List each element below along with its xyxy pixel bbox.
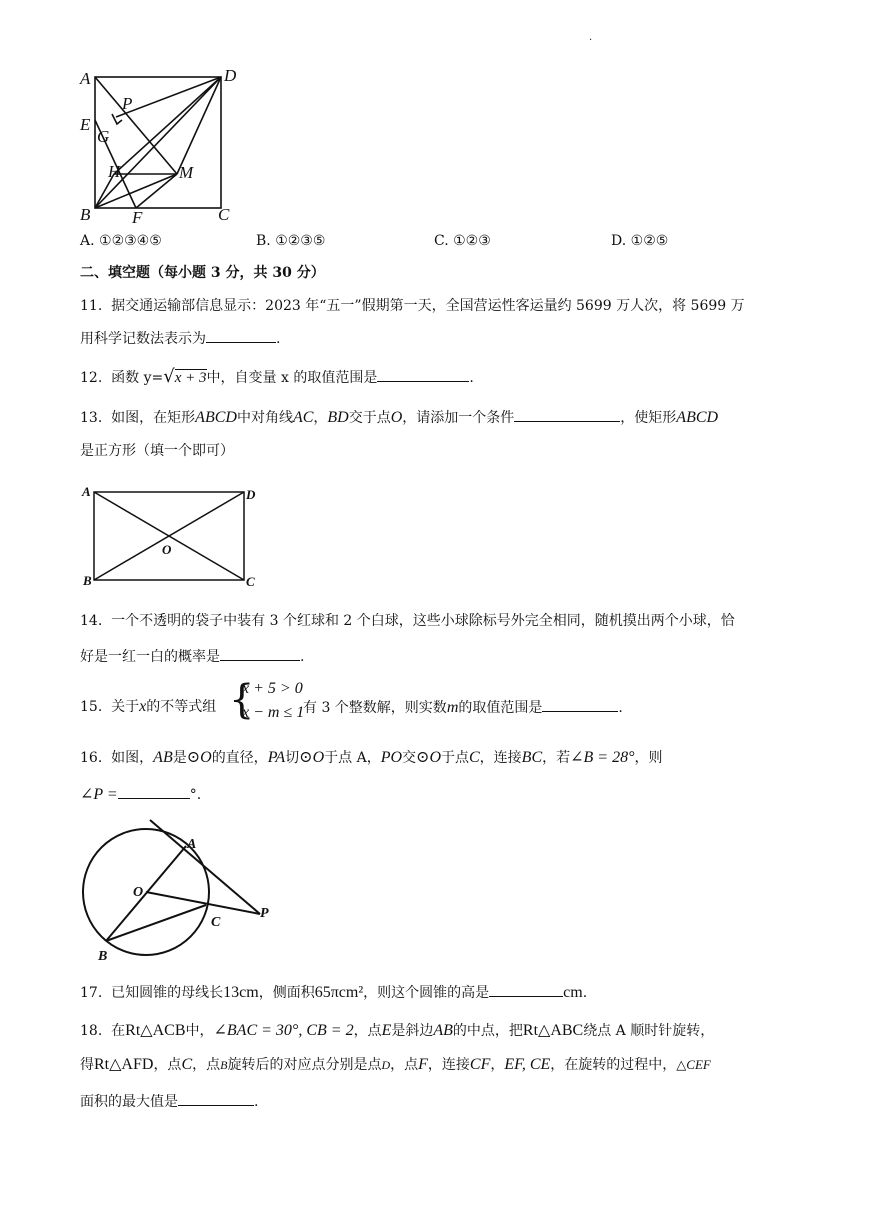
q11-answer-blank[interactable] — [206, 328, 276, 343]
q14-line2 — [80, 646, 304, 667]
label-a: A — [187, 837, 197, 852]
q16-t6: 于点 — [441, 750, 469, 766]
line-dh — [114, 77, 221, 174]
q16-t9: ，则 — [634, 750, 663, 766]
inequality-brace: { — [229, 677, 255, 723]
q18-line2 — [80, 1055, 711, 1075]
q16-t3: 切 — [285, 750, 300, 766]
q16-po: PO — [380, 749, 403, 766]
label-c: C — [246, 574, 255, 589]
q18-rt-abc: Rt△ABC — [522, 1022, 584, 1039]
q15-answer-blank[interactable] — [542, 697, 618, 712]
q14-text-2: 好是一红一白的概率是 — [80, 649, 220, 665]
q16-number: 16. — [80, 750, 103, 766]
q16-pa: PA — [267, 749, 286, 766]
q14-number: 14. — [80, 613, 103, 629]
q16-t0: 如图， — [111, 750, 154, 766]
q17-t3: ，则这个圆锥的高是 — [363, 985, 490, 1001]
label-p: P — [122, 94, 133, 113]
line-am — [95, 77, 177, 174]
q18-t14: ，在旋转的过程中， — [550, 1057, 677, 1073]
option-c-key: C. — [434, 233, 449, 249]
figure-rectangle-abcd — [78, 482, 264, 590]
option-c-text: ①②③ — [453, 233, 491, 249]
q18-t8: ，点 — [153, 1057, 182, 1073]
q15-m: m — [446, 699, 459, 716]
q12-line — [80, 367, 474, 388]
q16-line2 — [80, 784, 201, 805]
q16-t4: 于点 A， — [324, 750, 381, 766]
q18-c: C — [181, 1056, 193, 1073]
q13-comma: ， — [313, 410, 328, 426]
q16-t1: 是 — [172, 750, 187, 766]
q14-line1 — [80, 611, 735, 631]
q11-text: 据交通运输部信息显示：2023 年“五一”假期第一天，全国营运性客运量约 5699 万人次，将 5699 万 — [111, 298, 745, 314]
figure-square-abcd — [76, 62, 246, 230]
q13-answer-blank[interactable] — [514, 407, 620, 422]
q17-unit: cm — [563, 984, 583, 1001]
q16-line1 — [80, 748, 663, 768]
q18-t13: ， — [490, 1057, 505, 1073]
q16-t7: ，连接 — [479, 750, 522, 766]
option-a-key: A. — [80, 233, 95, 249]
q13-text-d: ，请添加一个条件 — [402, 410, 515, 426]
inequality-2: x − m ≤ 1 — [242, 704, 305, 721]
q18-condition: ∠BAC = 30°, CB = 2 — [213, 1022, 354, 1039]
q18-end: . — [254, 1094, 259, 1110]
label-o: O — [162, 542, 172, 557]
q16-c: C — [469, 749, 480, 766]
q16-bc: BC — [521, 749, 543, 766]
q18-t12: ，连接 — [427, 1057, 470, 1073]
q16-t5: 交 — [402, 750, 417, 766]
q17-answer-blank[interactable] — [489, 982, 563, 997]
q16-angle-p: ∠P = — [80, 786, 118, 803]
q18-t15: 面积的最大值是 — [80, 1094, 178, 1110]
q17-line — [80, 982, 587, 1003]
q16-t8: ，若 — [542, 750, 571, 766]
q14-end: . — [300, 649, 305, 665]
q13-line1 — [80, 407, 718, 428]
q16-t2: 的直径， — [211, 750, 268, 766]
q18-t1: 在 — [111, 1023, 126, 1039]
figure-circle-tangent — [76, 816, 286, 966]
label-f: F — [132, 208, 143, 227]
q11-line1 — [80, 296, 745, 316]
q18-e: E — [381, 1022, 392, 1039]
header-dot: . — [589, 32, 593, 43]
q18-number: 18. — [80, 1023, 103, 1039]
q12-pre: 函数 y= — [111, 370, 164, 386]
q13-bd: BD — [327, 409, 349, 426]
q18-t7: 得 — [80, 1057, 94, 1073]
q18-d: D — [381, 1058, 391, 1072]
label-p: P — [260, 906, 269, 921]
q13-text-b: 中对角线 — [236, 410, 293, 426]
q12-end: . — [469, 370, 474, 386]
q13-abcd-2: ABCD — [676, 409, 719, 426]
q15-end: . — [618, 700, 623, 716]
q16-circle-o-3: ⊙O — [416, 749, 441, 766]
q17-end: . — [582, 985, 588, 1001]
label-d: D — [246, 487, 256, 502]
option-b — [256, 233, 325, 249]
q15-line-cont — [303, 697, 623, 718]
q13-abcd: ABCD — [195, 409, 237, 426]
q18-t10: 旋转后的对应点分别是点 — [227, 1057, 382, 1073]
label-b: B — [98, 949, 108, 964]
q16-circle-o-1: ⊙O — [186, 749, 212, 766]
label-m: M — [179, 163, 194, 182]
q11-line2 — [80, 328, 280, 349]
line-bd — [95, 77, 221, 208]
label-a: A — [82, 484, 91, 499]
q16-circle-o-2: ⊙O — [299, 749, 325, 766]
q18-ab: AB — [433, 1022, 453, 1039]
q13-ac: AC — [292, 409, 314, 426]
q18-t3: ，点 — [353, 1023, 382, 1039]
q15-text-c: 有 3 个整数解，则实数 — [303, 700, 447, 716]
line-fm — [136, 174, 177, 208]
q13-text-a: 如图，在矩形 — [111, 410, 196, 426]
q14-text: 一个不透明的袋子中装有 3 个红球和 2 个白球，这些小球除标号外完全相同，随机摸出两个小球，恰 — [111, 613, 735, 629]
tangent-pa — [150, 820, 260, 914]
q15-text-d: 的取值范围是 — [458, 700, 543, 716]
label-g: G — [97, 127, 110, 146]
q17-length: 13cm — [223, 984, 259, 1001]
q18-rt-acb: Rt△ACB — [125, 1022, 186, 1039]
label-c: C — [218, 205, 230, 224]
q12-number: 12. — [80, 370, 103, 386]
q18-answer-blank[interactable] — [178, 1091, 254, 1106]
q18-b: B — [220, 1058, 228, 1072]
q15-text-b: 的不等式组 — [146, 699, 217, 715]
option-a — [80, 233, 162, 249]
q16-angle-b: ∠B = 28° — [570, 749, 635, 766]
q16-ab: AB — [153, 749, 173, 766]
label-a: A — [80, 69, 91, 88]
q13-text-e: ，使矩形 — [620, 410, 677, 426]
q18-f: F — [418, 1056, 428, 1073]
q17-t2: ，侧面积 — [258, 985, 315, 1001]
q11-text-2: 用科学记数法表示为 — [80, 331, 206, 347]
q16-degree: °. — [189, 787, 202, 803]
q13-number: 13. — [80, 410, 103, 426]
q18-t6: 绕点 A 顺时针旋转， — [583, 1023, 715, 1039]
q12-post: 中，自变量 x 的取值范围是 — [206, 370, 378, 386]
q15-line — [80, 697, 216, 717]
label-e: E — [80, 115, 91, 134]
label-b: B — [83, 573, 92, 588]
option-c — [434, 233, 491, 249]
q17-t1: 已知圆锥的母线长 — [111, 985, 224, 1001]
q18-triangle-cef: △CEF — [676, 1057, 711, 1072]
q17-number: 17. — [80, 985, 103, 1001]
q16-answer-blank[interactable] — [118, 784, 190, 799]
option-b-key: B. — [256, 233, 271, 249]
q15-text-a: 关于 — [111, 699, 140, 715]
q13-o: O — [390, 409, 403, 426]
q13-line2: 是正方形（填一个即可） — [80, 443, 234, 459]
q18-t9: ，点 — [192, 1057, 221, 1073]
q18-ef-ce: EF, CE — [504, 1056, 551, 1073]
q11-end: . — [276, 331, 281, 347]
label-c: C — [211, 915, 221, 930]
q14-answer-blank[interactable] — [220, 646, 300, 661]
label-d: D — [224, 66, 237, 85]
q17-area: 65πcm² — [314, 984, 364, 1001]
option-b-text: ①②③⑤ — [275, 233, 326, 249]
label-o: O — [133, 885, 144, 900]
q18-line3 — [80, 1091, 258, 1112]
line-po — [146, 892, 260, 914]
q18-line1 — [80, 1021, 714, 1041]
q18-t5: 的中点，把 — [452, 1023, 523, 1039]
label-h: H — [108, 162, 121, 181]
section-title: 二、填空题（每小题 3 分，共 30 分） — [80, 265, 325, 281]
inequality-1: x + 5 > 0 — [242, 680, 303, 697]
q18-t4: 是斜边 — [391, 1023, 434, 1039]
option-d — [611, 233, 668, 249]
q18-rt-afd: Rt△AFD — [94, 1056, 154, 1073]
q13-text-c: 交于点 — [348, 410, 391, 426]
q12-radicand: x + 3 — [174, 370, 207, 386]
q15-number: 15. — [80, 699, 103, 715]
q18-t11: ，点 — [390, 1057, 419, 1073]
option-a-text: ①②③④⑤ — [99, 233, 162, 249]
label-b: B — [80, 205, 91, 224]
q12-answer-blank[interactable] — [377, 367, 469, 382]
sqrt-sign: √ — [163, 366, 175, 387]
q15-x: x — [139, 698, 147, 715]
option-d-text: ①②⑤ — [630, 233, 669, 249]
option-d-key: D. — [611, 233, 627, 249]
q18-t2: 中， — [185, 1023, 214, 1039]
q18-cf: CF — [469, 1056, 491, 1073]
q11-number: 11. — [80, 298, 103, 314]
